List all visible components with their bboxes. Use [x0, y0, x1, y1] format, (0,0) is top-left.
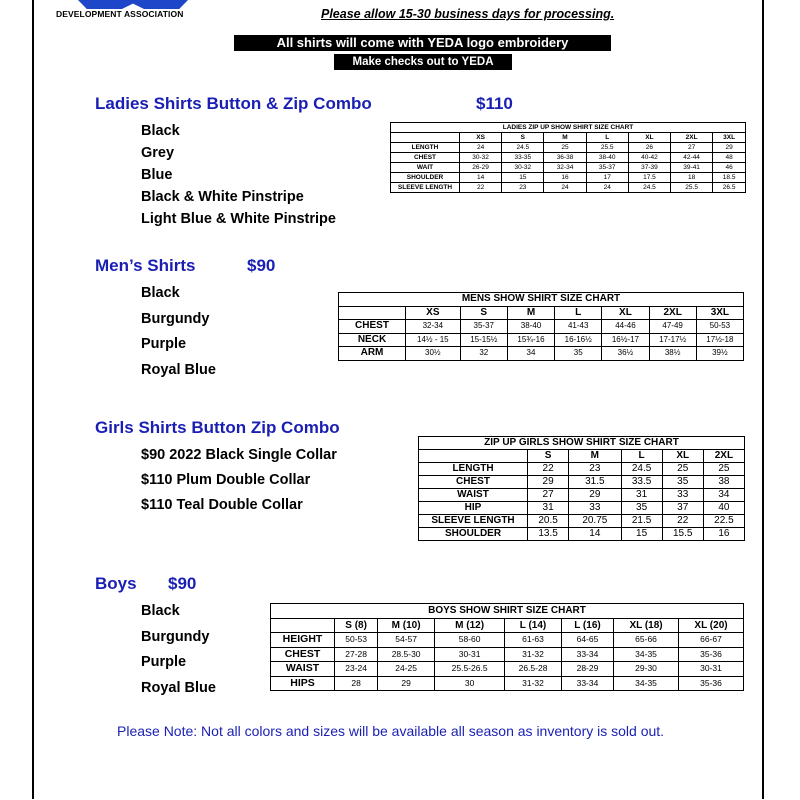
column-header: M — [544, 133, 586, 143]
column-header: XL (18) — [614, 618, 679, 633]
boys-heading: Boys — [95, 574, 137, 593]
checks-banner: Make checks out to YEDA — [334, 54, 512, 70]
table-cell: 24 — [460, 143, 502, 153]
table-cell: 32 — [460, 347, 507, 361]
row-header: CHEST — [419, 476, 528, 489]
ladies-color-item: Black & White Pinstripe — [141, 189, 304, 205]
table-cell: 54-57 — [378, 633, 435, 648]
table-row — [339, 347, 744, 361]
table-cell: 20.75 — [569, 515, 621, 528]
column-header: L — [621, 450, 662, 463]
table-row — [271, 676, 744, 691]
column-header: S — [502, 133, 544, 143]
table-cell: 29 — [713, 143, 746, 153]
mens-size-chart — [338, 292, 744, 361]
column-header: XS — [406, 306, 461, 320]
table-title: MENS SHOW SHIRT SIZE CHART — [339, 293, 744, 307]
table-cell: 15 — [502, 173, 544, 183]
table-cell: 47-49 — [649, 320, 696, 334]
table-cell: 30 — [435, 676, 505, 691]
girls-heading: Girls Shirts Button Zip Combo — [95, 418, 340, 437]
row-header: ARM — [339, 347, 406, 361]
column-header: M (10) — [378, 618, 435, 633]
table-cell: 35 — [621, 502, 662, 515]
table-row — [339, 333, 744, 347]
table-cell: 42-44 — [671, 153, 713, 163]
table-cell: 34 — [507, 347, 554, 361]
table-header-row — [419, 450, 745, 463]
table-row — [271, 633, 744, 648]
row-header: HIPS — [271, 676, 335, 691]
table-cell: 22 — [528, 463, 569, 476]
table-row — [391, 173, 746, 183]
table-cell: 25 — [662, 463, 703, 476]
row-header: SLEEVE LENGTH — [391, 183, 460, 193]
table-cell: 15 — [621, 528, 662, 541]
table-row — [339, 320, 744, 334]
table-cell: 64-65 — [561, 633, 613, 648]
availability-note: Please Note: Not all colors and sizes will be available all season as inventory is sold out. — [117, 723, 665, 739]
table-header-row — [339, 306, 744, 320]
table-cell: 14½ - 15 — [406, 333, 461, 347]
logo — [56, 0, 208, 20]
table-cell: 25.5 — [671, 183, 713, 193]
table-cell: 41-43 — [555, 320, 602, 334]
table-header-row — [271, 618, 744, 633]
mens-heading: Men’s Shirts — [95, 256, 196, 275]
table-cell: 26.5-28 — [505, 662, 562, 677]
column-header: XS — [460, 133, 502, 143]
ladies-color-item: Light Blue & White Pinstripe — [141, 211, 336, 227]
table-cell: 46 — [713, 163, 746, 173]
row-header: HEIGHT — [271, 633, 335, 648]
table-cell: 24.5 — [502, 143, 544, 153]
mens-color-item: Black — [141, 285, 180, 301]
boys-color-item: Burgundy — [141, 629, 210, 645]
table-corner-cell — [419, 450, 528, 463]
table-cell: 16 — [544, 173, 586, 183]
column-header: XL — [602, 306, 649, 320]
table-row — [419, 476, 745, 489]
column-header: S — [460, 306, 507, 320]
table-cell: 17-17½ — [649, 333, 696, 347]
column-header: L (14) — [505, 618, 562, 633]
column-header: M (12) — [435, 618, 505, 633]
ladies-price: $110 — [476, 94, 513, 113]
column-header: L (16) — [561, 618, 613, 633]
table-cell: 65-66 — [614, 633, 679, 648]
table-cell: 25.5 — [586, 143, 628, 153]
column-header: XL — [662, 450, 703, 463]
table-cell: 17½-18 — [696, 333, 743, 347]
column-header: 2XL — [649, 306, 696, 320]
table-cell: 40-42 — [628, 153, 670, 163]
table-cell: 33 — [662, 489, 703, 502]
table-cell: 66-67 — [679, 633, 744, 648]
table-cell: 38-40 — [586, 153, 628, 163]
table-cell: 38½ — [649, 347, 696, 361]
row-header: WAIT — [391, 163, 460, 173]
table-cell: 28-29 — [561, 662, 613, 677]
table-cell: 27 — [528, 489, 569, 502]
row-header: WAIST — [271, 662, 335, 677]
table-cell: 33-34 — [561, 676, 613, 691]
table-cell: 58-60 — [435, 633, 505, 648]
table-cell: 24 — [544, 183, 586, 193]
table-cell: 31-32 — [505, 647, 562, 662]
table-title: ZIP UP GIRLS SHOW SHIRT SIZE CHART — [419, 437, 745, 450]
column-header: M — [507, 306, 554, 320]
table-cell: 18.5 — [713, 173, 746, 183]
table-row — [271, 662, 744, 677]
table-cell: 14 — [460, 173, 502, 183]
table-cell: 23 — [502, 183, 544, 193]
table-cell: 28 — [335, 676, 378, 691]
girls-size-chart — [418, 436, 745, 541]
table-cell: 35 — [555, 347, 602, 361]
girls-item: $110 Plum Double Collar — [141, 472, 311, 488]
table-cell: 29 — [569, 489, 621, 502]
table-cell: 26.5 — [713, 183, 746, 193]
table-cell: 27-28 — [335, 647, 378, 662]
table-cell: 15-15½ — [460, 333, 507, 347]
table-row — [419, 515, 745, 528]
boys-price: $90 — [168, 574, 197, 593]
table-cell: 34-35 — [614, 676, 679, 691]
row-header: CHEST — [339, 320, 406, 334]
row-header: CHEST — [271, 647, 335, 662]
table-cell: 33 — [569, 502, 621, 515]
table-row — [391, 143, 746, 153]
table-cell: 23 — [569, 463, 621, 476]
table-cell: 31 — [621, 489, 662, 502]
table-cell: 21.5 — [621, 515, 662, 528]
table-cell: 33.5 — [621, 476, 662, 489]
table-cell: 24.5 — [621, 463, 662, 476]
row-header: LENGTH — [419, 463, 528, 476]
table-cell: 38 — [703, 476, 744, 489]
table-cell: 25 — [703, 463, 744, 476]
table-cell: 33-34 — [561, 647, 613, 662]
table-cell: 31-32 — [505, 676, 562, 691]
table-cell: 22 — [662, 515, 703, 528]
table-cell: 50-53 — [696, 320, 743, 334]
table-cell: 30½ — [406, 347, 461, 361]
table-cell: 44-46 — [602, 320, 649, 334]
table-cell: 33-35 — [502, 153, 544, 163]
table-cell: 30-31 — [435, 647, 505, 662]
column-header: XL — [628, 133, 670, 143]
table-cell: 23-24 — [335, 662, 378, 677]
mens-color-item: Burgundy — [141, 311, 210, 327]
table-cell: 31 — [528, 502, 569, 515]
table-cell: 15¾-16 — [507, 333, 554, 347]
boys-color-item: Purple — [141, 654, 187, 670]
table-cell: 25 — [544, 143, 586, 153]
table-corner-cell — [339, 306, 406, 320]
column-header: L — [555, 306, 602, 320]
table-row — [419, 463, 745, 476]
row-header: NECK — [339, 333, 406, 347]
logo-mark-icon — [78, 0, 188, 9]
table-cell: 30-31 — [679, 662, 744, 677]
table-cell: 35-36 — [679, 647, 744, 662]
table-cell: 48 — [713, 153, 746, 163]
column-header: 3XL — [696, 306, 743, 320]
table-cell: 22.5 — [703, 515, 744, 528]
table-cell: 36½ — [602, 347, 649, 361]
ladies-heading: Ladies Shirts Button & Zip Combo — [95, 94, 372, 113]
table-cell: 29 — [528, 476, 569, 489]
table-cell: 35-37 — [460, 320, 507, 334]
table-cell: 39-41 — [671, 163, 713, 173]
table-corner-cell — [391, 133, 460, 143]
table-cell: 36-38 — [544, 153, 586, 163]
column-header: 2XL — [703, 450, 744, 463]
table-row — [419, 502, 745, 515]
boys-size-chart — [270, 603, 744, 691]
embroidery-banner: All shirts will come with YEDA logo embroidery — [234, 35, 611, 51]
table-cell: 24 — [586, 183, 628, 193]
table-cell: 32-34 — [544, 163, 586, 173]
mens-color-item: Purple — [141, 336, 187, 352]
ladies-color-item: Grey — [141, 145, 175, 161]
table-header-row — [391, 133, 746, 143]
table-cell: 25.5-26.5 — [435, 662, 505, 677]
table-cell: 18 — [671, 173, 713, 183]
table-cell: 26 — [628, 143, 670, 153]
table-cell: 37 — [662, 502, 703, 515]
row-header: CHEST — [391, 153, 460, 163]
table-cell: 24-25 — [378, 662, 435, 677]
table-cell: 35-37 — [586, 163, 628, 173]
table-cell: 34 — [703, 489, 744, 502]
table-cell: 40 — [703, 502, 744, 515]
table-row — [419, 528, 745, 541]
table-title: LADIES ZIP UP SHOW SHIRT SIZE CHART — [391, 123, 746, 133]
table-cell: 16-16½ — [555, 333, 602, 347]
table-cell: 50-53 — [335, 633, 378, 648]
row-header: LENGTH — [391, 143, 460, 153]
girls-item: $90 2022 Black Single Collar — [141, 447, 337, 463]
boys-color-item: Royal Blue — [141, 680, 216, 696]
table-title: BOYS SHOW SHIRT SIZE CHART — [271, 604, 744, 619]
row-header: SHOULDER — [419, 528, 528, 541]
column-header: S — [528, 450, 569, 463]
boys-color-item: Black — [141, 603, 180, 619]
table-row — [391, 183, 746, 193]
table-cell: 29 — [378, 676, 435, 691]
table-cell: 30-32 — [502, 163, 544, 173]
table-cell: 29-30 — [614, 662, 679, 677]
ladies-color-item: Black — [141, 123, 180, 139]
column-header: L — [586, 133, 628, 143]
table-cell: 26-29 — [460, 163, 502, 173]
table-cell: 13.5 — [528, 528, 569, 541]
row-header: SHOULDER — [391, 173, 460, 183]
table-corner-cell — [271, 618, 335, 633]
table-cell: 34-35 — [614, 647, 679, 662]
table-row — [391, 153, 746, 163]
mens-price: $90 — [247, 256, 276, 275]
table-cell: 39½ — [696, 347, 743, 361]
table-cell: 17.5 — [628, 173, 670, 183]
ladies-size-chart — [390, 122, 746, 193]
table-cell: 14 — [569, 528, 621, 541]
column-header: M — [569, 450, 621, 463]
column-header: 3XL — [713, 133, 746, 143]
table-cell: 27 — [671, 143, 713, 153]
row-header: HIP — [419, 502, 528, 515]
table-cell: 20.5 — [528, 515, 569, 528]
table-cell: 28.5-30 — [378, 647, 435, 662]
table-cell: 31.5 — [569, 476, 621, 489]
table-row — [391, 163, 746, 173]
table-cell: 16 — [703, 528, 744, 541]
column-header: XL (20) — [679, 618, 744, 633]
table-cell: 32-34 — [406, 320, 461, 334]
table-cell: 35 — [662, 476, 703, 489]
row-header: WAIST — [419, 489, 528, 502]
girls-item: $110 Teal Double Collar — [141, 497, 303, 513]
table-cell: 24.5 — [628, 183, 670, 193]
column-header: 2XL — [671, 133, 713, 143]
table-cell: 61-63 — [505, 633, 562, 648]
table-cell: 16½-17 — [602, 333, 649, 347]
processing-notice: Please allow 15-30 business days for processing. — [321, 7, 615, 21]
mens-color-item: Royal Blue — [141, 362, 216, 378]
row-header: SLEEVE LENGTH — [419, 515, 528, 528]
table-cell: 15.5 — [662, 528, 703, 541]
table-cell: 35-36 — [679, 676, 744, 691]
ladies-color-item: Blue — [141, 167, 173, 183]
table-cell: 37-39 — [628, 163, 670, 173]
table-row — [271, 647, 744, 662]
table-cell: 38-40 — [507, 320, 554, 334]
table-cell: 17 — [586, 173, 628, 183]
table-row — [419, 489, 745, 502]
table-cell: 30-32 — [460, 153, 502, 163]
logo-text: DEVELOPMENT ASSOCIATION — [56, 9, 184, 19]
column-header: S (8) — [335, 618, 378, 633]
table-cell: 22 — [460, 183, 502, 193]
